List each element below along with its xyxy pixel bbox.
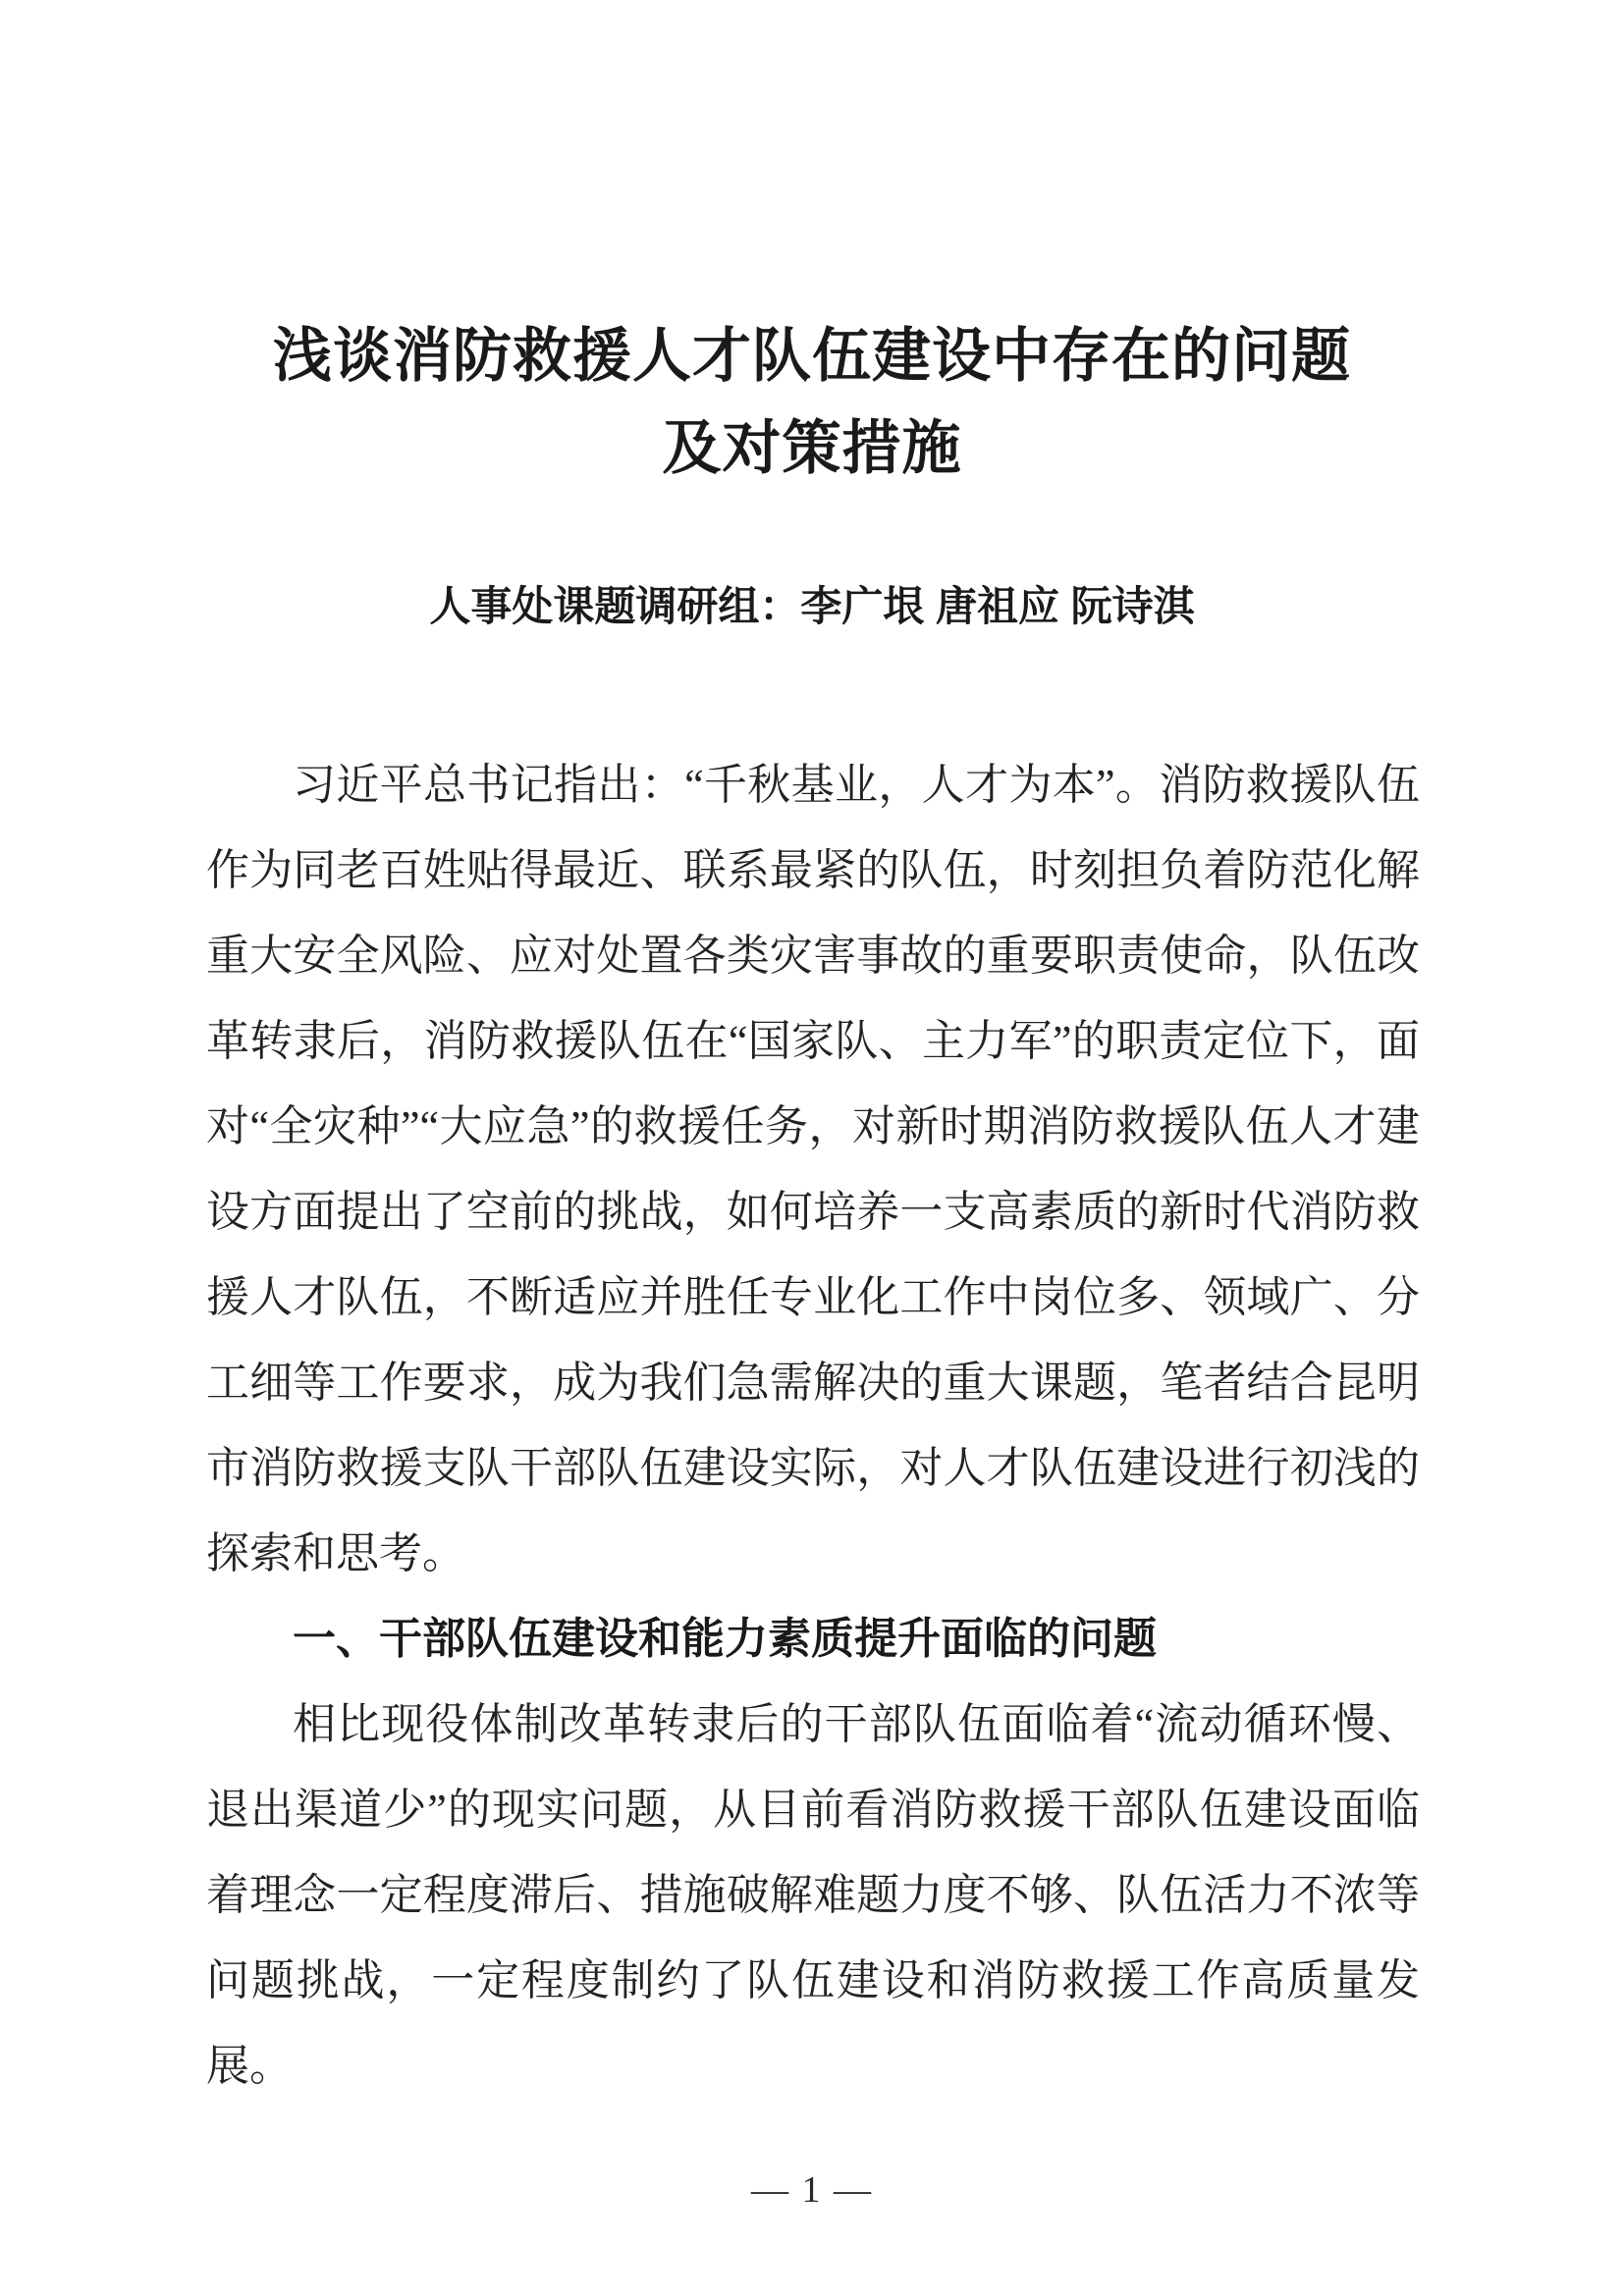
title-line-2: 及对策措施: [662, 415, 962, 481]
paragraph-2: 相比现役体制改革转隶后的干部队伍面临着“流动循环慢、退出渠道少”的现实问题，从目前看消防救援干部队伍建设面临着理念一定程度滞后、措施破解难题力度不够、队伍活力不浓等问题挑战，一定程度制约了队伍建设和消防救援工作高质量发展。: [206, 1700, 1420, 2090]
document-title: [0, 0, 1624, 495]
page-footer: [0, 2168, 1624, 2212]
page-number: — 1 —: [751, 2169, 873, 2211]
byline-authors: 人事处课题调研组：李广垠 唐祖应 阮诗淇: [429, 583, 1195, 629]
section-heading-1: 一、干部队伍建设和能力素质提升面临的问题: [293, 1615, 1157, 1663]
document-body: [206, 742, 1420, 2109]
title-line-1: 浅谈消防救援人才队伍建设中存在的问题: [273, 323, 1351, 389]
paragraph-intro: 习近平总书记指出：“千秋基业，人才为本”。消防救援队伍作为同老百姓贴得最近、联系最紧的队伍，时刻担负着防范化解重大安全风险、应对处置各类灾害事故的重要职责使命，队伍改革转隶后，消防救援队伍在“国家队、主力军”的职责定位下，面对“全灾种”“大应急”的救援任务，对新时期消防救援队伍人才建设方面提出了空前的挑战，如何培养一支高素质的新时代消防救援人才队伍，不断适应并胜任专业化工作中岗位多、领域广、分工细等工作要求，成为我们急需解决的重大课题，笔者结合昆明市消防救援支队干部队伍建设实际，对人才队伍建设进行初浅的探索和思考。: [206, 761, 1420, 1577]
